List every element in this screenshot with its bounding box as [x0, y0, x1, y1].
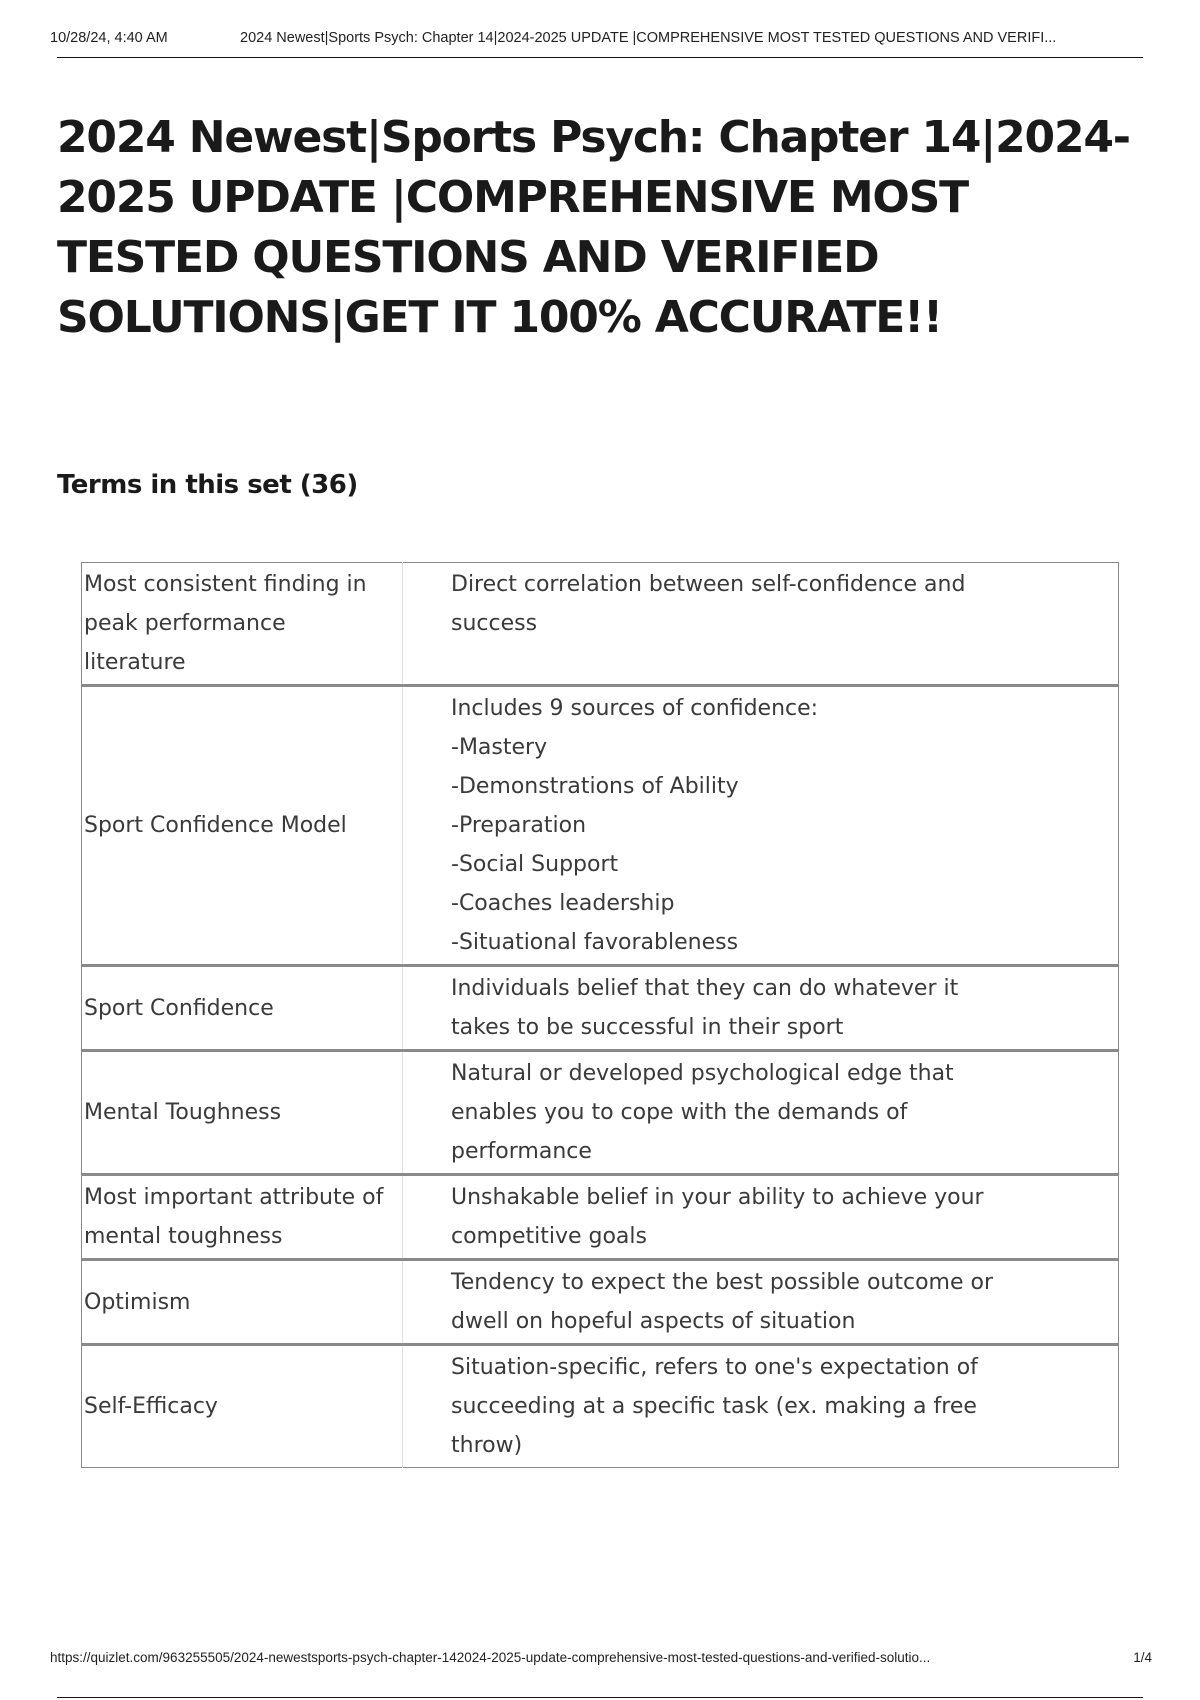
- definition-cell: [403, 1051, 1119, 1175]
- definition-line: Tendency to expect the best possible outcome or dwell on hopeful aspects of situation: [451, 1270, 993, 1334]
- term-row: [82, 1175, 1119, 1260]
- definition-cell: [403, 686, 1119, 966]
- terms-count-heading: Terms in this set (36): [57, 470, 358, 500]
- definition-line: Individuals belief that they can do whatever it takes to be successful in their sport: [451, 976, 959, 1040]
- definition-line: Direct correlation between self-confidence and success: [451, 572, 966, 636]
- term-row: [82, 1051, 1119, 1175]
- page-title: 2024 Newest|Sports Psych: Chapter 14|2024-2025 UPDATE |COMPREHENSIVE MOST TESTED QUESTIONS AND VERIFIED SOLUTIONS|GET IT 100% ACCURATE!!: [57, 112, 1130, 343]
- term-row: [82, 1260, 1119, 1345]
- term-cell: Most consistent finding in peak performance literature: [82, 563, 403, 686]
- definition-line: -Mastery: [451, 735, 548, 760]
- term-row: [82, 1345, 1119, 1468]
- definition-line: -Demonstrations of Ability: [451, 774, 739, 799]
- print-footer: [50, 1650, 1152, 1672]
- terms-table: [81, 562, 1119, 1468]
- print-url[interactable]: https://quizlet.com/963255505/2024-newestsports-psych-chapter-142024-2025-update-comprehensive-most-tested-questions-and-verified-solutio...: [50, 1650, 931, 1665]
- term-row: [82, 966, 1119, 1051]
- definition-line: Situation-specific, refers to one's expectation of succeeding at a specific task (ex. making a free throw): [451, 1355, 978, 1458]
- footer-divider: [57, 1697, 1143, 1698]
- term-cell: Self-Efficacy: [82, 1345, 403, 1468]
- definition-cell: [403, 563, 1119, 686]
- print-header: [50, 30, 1146, 58]
- definition-cell: [403, 1345, 1119, 1468]
- definition-line: -Social Support: [451, 852, 619, 877]
- term-row: [82, 563, 1119, 686]
- term-cell: Sport Confidence Model: [82, 686, 403, 966]
- term-cell: Most important attribute of mental toughness: [82, 1175, 403, 1260]
- definition-line: Natural or developed psychological edge that enables you to cope with the demands of performance: [451, 1061, 954, 1164]
- header-divider: [57, 57, 1143, 58]
- definition-cell: [403, 1175, 1119, 1260]
- definition-cell: [403, 1260, 1119, 1345]
- definition-line: -Situational favorableness: [451, 930, 739, 955]
- definition-line: -Coaches leadership: [451, 891, 675, 916]
- definition-line: -Preparation: [451, 813, 587, 838]
- term-cell: Mental Toughness: [82, 1051, 403, 1175]
- term-cell: Sport Confidence: [82, 966, 403, 1051]
- print-datetime: 10/28/24, 4:40 AM: [50, 30, 168, 46]
- term-row: [82, 686, 1119, 966]
- definition-line: Includes 9 sources of confidence:: [451, 696, 819, 721]
- print-doc-title: 2024 Newest|Sports Psych: Chapter 14|2024-2025 UPDATE |COMPREHENSIVE MOST TESTED QUESTIONS AND VERIFI...: [240, 30, 1057, 46]
- page-number: 1/4: [1133, 1650, 1152, 1665]
- definition-line: Unshakable belief in your ability to achieve your competitive goals: [451, 1185, 984, 1249]
- term-cell: Optimism: [82, 1260, 403, 1345]
- definition-cell: [403, 966, 1119, 1051]
